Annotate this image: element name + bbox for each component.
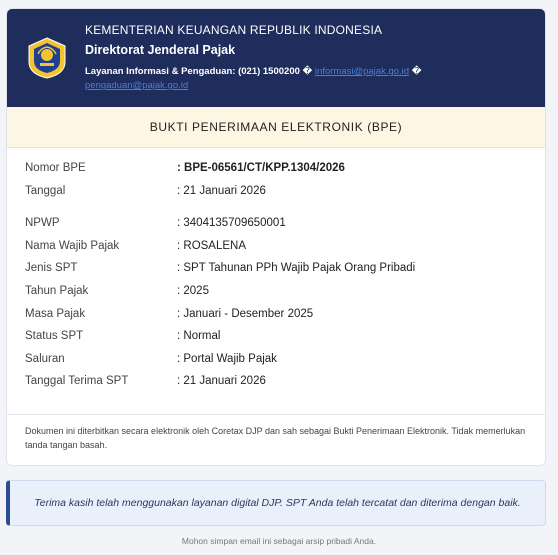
detail-row — [7, 330, 545, 353]
detail-row — [7, 240, 545, 263]
detail-label: Nomor BPE — [25, 162, 86, 174]
bpe-card — [6, 8, 546, 466]
separator-glyph: � — [302, 66, 313, 77]
detail-row — [7, 217, 545, 240]
separator-glyph: � — [411, 66, 422, 77]
detail-row — [7, 308, 545, 331]
detail-label: Tahun Pajak — [25, 284, 89, 297]
document-title: BUKTI PENERIMAAN ELEKTRONIK (BPE) — [7, 107, 545, 148]
detail-value: : Januari - Desember 2025 — [177, 307, 314, 320]
footer-note: Mohon simpan email ini sebagai arsip pribadi Anda. — [181, 536, 377, 546]
detail-value: : Portal Wajib Pajak — [177, 352, 277, 365]
ministry-name: KEMENTERIAN KEUANGAN REPUBLIK INDONESIA — [85, 23, 383, 37]
detail-value: : 21 Januari 2026 — [177, 184, 266, 197]
detail-label: Masa Pajak — [25, 307, 86, 320]
detail-value: : ROSALENA — [177, 239, 247, 252]
complaint-email-link[interactable]: pengaduan@pajak.go.id — [85, 80, 189, 91]
detail-label: Nama Wajib Pajak — [25, 239, 120, 252]
kemenkeu-logo-icon — [25, 36, 69, 80]
info-email-link[interactable]: informasi@pajak.go.id — [314, 66, 410, 77]
detail-value: : 2025 — [177, 284, 209, 297]
detail-value: : Normal — [177, 330, 221, 343]
detail-row — [7, 262, 545, 285]
detail-value: : SPT Tahunan PPh Wajib Pajak Orang Pribadi — [177, 262, 416, 275]
thank-you-banner: Terima kasih telah menggunakan layanan digital DJP. SPT Anda telah tercatat dan diterima dengan baik. — [6, 480, 546, 526]
detail-row — [7, 185, 545, 208]
detail-row — [7, 353, 545, 376]
legal-notice: Dokumen ini diterbitkan secara elektronik oleh Coretax DJP dan sah sebagai Bukti Penerimaan Elektronik. Tidak memerlukan tanda tangan basah. — [7, 414, 545, 452]
contact-label: Layanan Informasi & Pengaduan: (021) 1500200 — [85, 66, 300, 77]
detail-label: NPWP — [25, 217, 60, 230]
detail-label: Saluran — [25, 352, 65, 365]
detail-label: Status SPT — [25, 330, 84, 343]
detail-row — [7, 375, 545, 398]
detail-row — [7, 162, 545, 185]
detail-label: Jenis SPT — [25, 262, 78, 275]
detail-label: Tanggal Terima SPT — [25, 375, 129, 388]
email-header — [7, 9, 545, 107]
bpe-details — [7, 148, 545, 398]
detail-value: : 21 Januari 2026 — [177, 375, 266, 388]
detail-label: Tanggal — [25, 184, 66, 197]
directorate-name: Direktorat Jenderal Pajak — [85, 43, 236, 57]
contact-info — [85, 65, 515, 93]
detail-value: : BPE-06561/CT/KPP.1304/2026 — [177, 162, 345, 174]
detail-value: : 3404135709650001 — [177, 217, 286, 230]
detail-row — [7, 285, 545, 308]
